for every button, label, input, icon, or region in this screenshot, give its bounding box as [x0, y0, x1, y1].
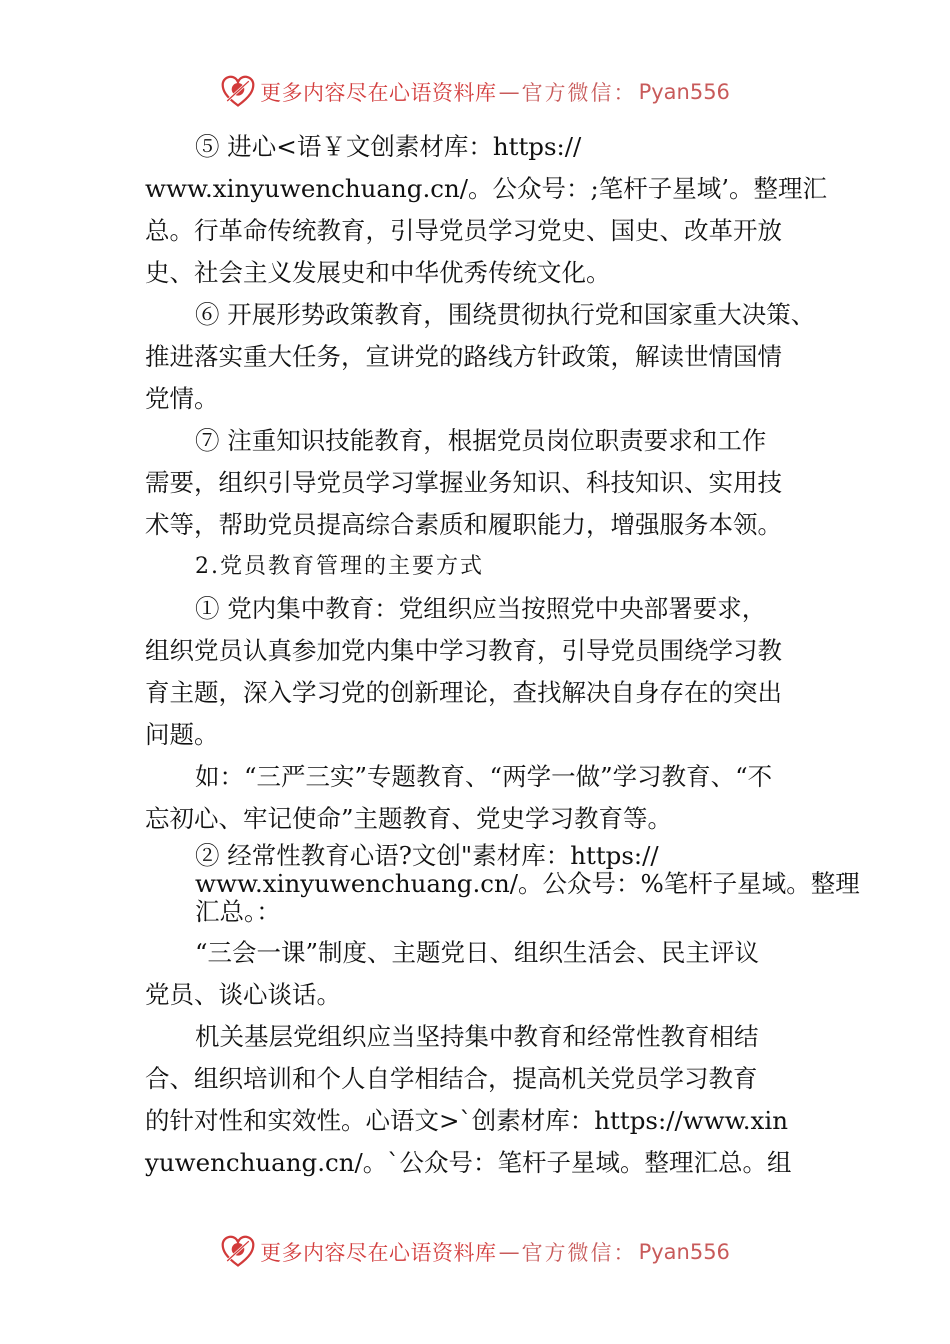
- header-banner: [0, 72, 950, 112]
- footer-banner: [0, 1232, 950, 1272]
- text-line: 党情。: [145, 384, 219, 413]
- footer-slogan: 更多内容尽在心语资料库: [260, 1241, 497, 1265]
- footer-separator: —: [498, 1240, 520, 1264]
- text-line: yuwenchuang.cn/。`公众号：笔杆子星域。整理汇总。组: [145, 1148, 792, 1177]
- text-line: 机关基层党组织应当坚持集中教育和经常性教育相结: [195, 1022, 759, 1051]
- heart-logo-icon: [220, 74, 256, 110]
- text-line: 术等，帮助党员提高综合素质和履职能力，增强服务本领。: [145, 510, 782, 539]
- footer-wechat-id: Pyan556: [638, 1240, 730, 1264]
- text-line: 合、组织培训和个人自学相结合，提高机关党员学习教育: [145, 1064, 758, 1093]
- text-line: 如：“三严三实”专题教育、“两学一做”学习教育、“不: [195, 762, 773, 791]
- text-line: 问题。: [145, 720, 219, 749]
- text-line: 组织党员认真参加党内集中学习教育，引导党员围绕学习教: [145, 636, 782, 665]
- text-line: ⑥ 开展形势政策教育，围绕贯彻执行党和国家重大决策、: [195, 300, 816, 329]
- paragraph-12: [145, 1016, 810, 1184]
- text-line: 的针对性和实效性。心语文>`创素材库：https://www.xin: [145, 1106, 788, 1135]
- text-line: 党员、谈心谈话。: [145, 980, 341, 1009]
- text-line: 需要，组织引导党员学习掌握业务知识、科技知识、实用技: [145, 468, 782, 497]
- text-line: ⑤ 进心<语￥文创素材库：https://: [195, 132, 582, 161]
- text-line: 忘初心、牢记使命”主题教育、党史学习教育等。: [145, 804, 673, 833]
- heart-logo-icon: [220, 1234, 256, 1270]
- paragraph-9: [145, 756, 810, 840]
- text-line: 史、社会主义发展史和中华优秀传统文化。: [145, 258, 611, 287]
- paragraph-5: [145, 126, 828, 294]
- text-line: www.xinyuwenchuang.cn/。公众号：%笔杆子星域。整理: [195, 869, 860, 898]
- text-line: 汇总。：: [195, 897, 281, 926]
- header-wechat-id: Pyan556: [638, 80, 730, 104]
- text-line: 推进落实重大任务，宣讲党的路线方针政策，解读世情国情: [145, 342, 782, 371]
- text-line: ② 经常性教育心语?文创"素材库：https://: [195, 841, 659, 870]
- paragraph-7: [145, 420, 810, 546]
- header-slogan: 更多内容尽在心语资料库: [260, 81, 497, 105]
- text-line: 育主题，深入学习党的创新理论，查找解决自身存在的突出: [145, 678, 782, 707]
- text-line: ① 党内集中教育：党组织应当按照党中央部署要求，: [195, 594, 767, 623]
- header-separator: —: [498, 80, 520, 104]
- footer-wechat-label: 官方微信：: [521, 1241, 637, 1265]
- paragraph-8: [145, 588, 810, 756]
- text-line: ⑦ 注重知识技能教育，根据党员岗位职责要求和工作: [195, 426, 767, 455]
- text-line: 总。行革命传统教育，引导党员学习党史、国史、改革开放: [145, 216, 782, 245]
- section-heading: 2.党员教育管理的主要方式: [195, 554, 484, 579]
- text-line: www.xinyuwenchuang.cn/。公众号：;笔杆子星域’。整理汇: [145, 174, 828, 203]
- document-body: [145, 126, 860, 1184]
- paragraph-10: [145, 841, 860, 926]
- header-wechat-label: 官方微信：: [521, 81, 637, 105]
- text-line: “三会一课”制度、主题党日、组织生活会、民主评议: [195, 938, 760, 967]
- paragraph-11: [145, 932, 810, 1016]
- paragraph-6: [145, 294, 816, 420]
